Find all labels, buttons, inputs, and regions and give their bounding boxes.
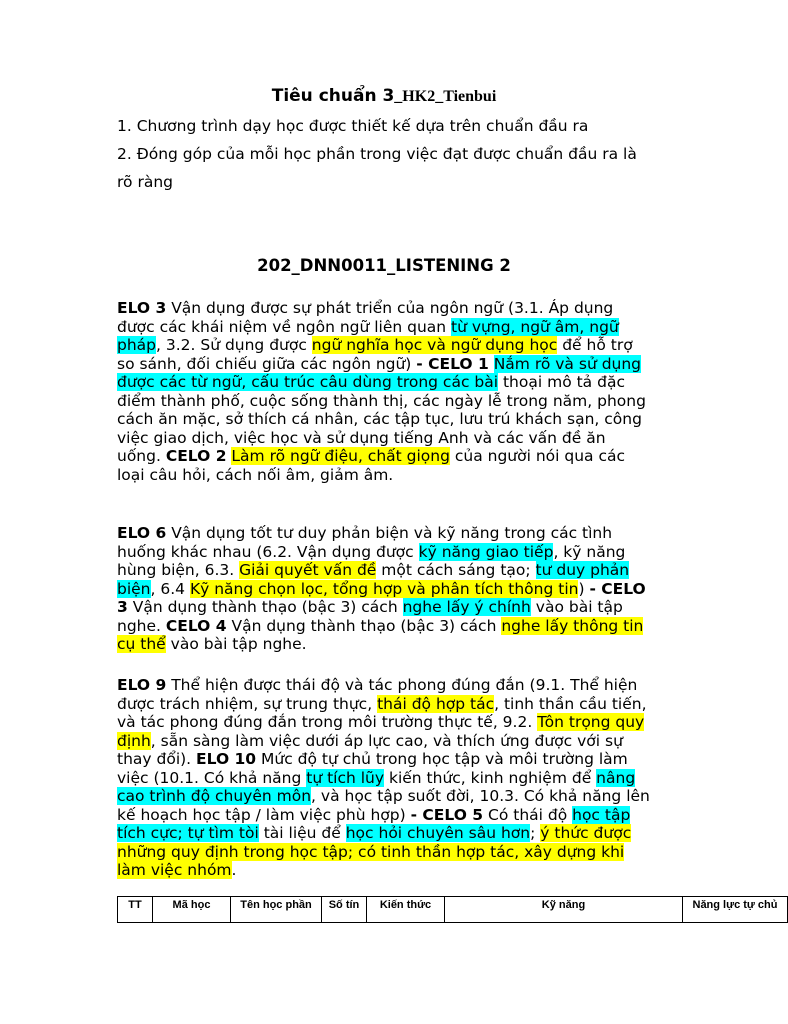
highlight-yellow: Tôn trọng quy định xyxy=(117,713,645,750)
text-run: để hỗ trợ so sánh, đối chiếu giữa các ngôn ngữ) xyxy=(117,336,633,373)
text-run: Vận dụng thành thạo (bậc 3) cách xyxy=(127,598,403,616)
header-tt: TT xyxy=(118,897,153,923)
title-main: Tiêu chuẩn 3 xyxy=(271,86,395,106)
title-suffix: _HK2_Tienbui xyxy=(394,88,497,105)
text-run: , và học tập suốt đời, 10.3. Có khả năng lên kế hoạch học tập / làm việc phù hợp) xyxy=(117,787,650,824)
text-run: vào bài tập nghe. xyxy=(117,598,623,635)
course-table xyxy=(117,896,788,923)
text-run: một cách sáng tạo; xyxy=(376,561,536,579)
elo-label: - CELO 3 xyxy=(117,579,646,616)
highlight-cyan: kỹ năng giao tiếp xyxy=(418,542,554,561)
elo-label: ELO 6 xyxy=(117,524,167,542)
highlight-cyan: Nắm rõ và sử dụng được các từ ngữ, cấu trúc câu dùng trong các bài xyxy=(117,354,642,391)
highlight-cyan: tự tích lũy xyxy=(306,768,385,787)
highlight-cyan: nghe lấy ý chính xyxy=(402,598,531,616)
text-run: , 6.4 xyxy=(150,579,190,598)
header-nang-luc-tu-chu: Năng lực tự chủ xyxy=(683,897,788,923)
elo-label: CELO 2 xyxy=(165,447,227,465)
text-run: . xyxy=(231,861,237,879)
text-run: Vận dụng tốt tư duy phản biện và kỹ năng trong các tình huống khác nhau (6.2. Vận dụng được xyxy=(117,524,613,561)
criterion-1: 1. Chương trình dạy học được thiết kế dựa trên chuẩn đầu ra xyxy=(117,117,589,135)
criterion-2: 2. Đóng góp của mỗi học phần trong việc đạt được chuẩn đầu ra là rõ ràng xyxy=(117,145,637,191)
text-run: vào bài tập nghe. xyxy=(165,635,307,653)
header-so-tin: Số tín xyxy=(322,897,367,923)
elo-label: ELO 10 xyxy=(196,750,257,768)
highlight-cyan: học tập tích cực; tự tìm tòi xyxy=(117,805,631,842)
text-run: Thể hiện được thái độ và tác phong đúng đắn (9.1. Thể hiện được trách nhiệm, sự trung thực, xyxy=(117,676,638,713)
table-header-row xyxy=(118,897,788,923)
text-run: ; xyxy=(530,824,541,842)
text-run: Mức độ tự chủ trong học tập và môi trường làm việc (10.1. Có khả năng xyxy=(117,750,628,787)
text-run: ) xyxy=(578,579,590,598)
highlight-yellow: ngữ nghĩa học và ngữ dụng học xyxy=(311,336,558,354)
text-run: Có thái độ xyxy=(483,805,573,824)
text-run: , 3.2. Sử dụng được xyxy=(156,336,312,354)
elo-paragraph-2 xyxy=(117,524,654,654)
elo-label: ELO 9 xyxy=(117,676,167,694)
elo-paragraph-3 xyxy=(117,676,654,880)
highlight-cyan: nâng cao trình độ chuyên môn xyxy=(117,768,636,805)
header-ten-hoc-phan: Tên học phần xyxy=(231,897,322,923)
text-run: tài liệu để xyxy=(258,824,346,842)
text-run: Vận dụng được sự phát triển của ngôn ngữ (3.1. Áp dụng được các khái niệm về ngôn ngữ liên quan xyxy=(117,299,614,336)
highlight-cyan: tư duy phản biện xyxy=(117,561,630,598)
text-run: thoại mô tả đặc điểm thành phố, cuộc sống thành thị, các ngày lễ trong năm, phong cách ăn mặc, sở thích cá nhân, các tập tục, lưu trú khách sạn, công việc giao dịch, việc học và sử dụng tiếng Anh và các vấn đề ăn uống. xyxy=(117,373,646,465)
text-run: Vận dụng thành thạo (bậc 3) cách xyxy=(226,616,502,635)
text-run: kiến thức, kinh nghiệm để xyxy=(384,768,597,787)
document-title xyxy=(0,86,768,106)
header-ky-nang: Kỹ năng xyxy=(445,897,683,923)
header-kien-thuc: Kiến thức xyxy=(367,897,445,923)
course-code-heading: 202_DNN0011_LISTENING 2 xyxy=(257,256,511,275)
highlight-yellow: thái độ hợp tác xyxy=(377,694,495,713)
highlight-yellow: ý thức được những quy định trong học tập; có tinh thần hợp tác, xây dựng khi làm việc nhóm xyxy=(117,824,632,879)
text-run xyxy=(489,355,494,373)
elo-label: - CELO 5 xyxy=(410,805,484,824)
elo-label: CELO 4 xyxy=(165,616,227,635)
text-run: , tinh thần cầu tiến, và tác phong đúng đắn trong môi trường thực tế, 9.2. xyxy=(117,694,647,731)
elo-label: ELO 3 xyxy=(117,299,167,317)
highlight-yellow: Giải quyết vấn đề xyxy=(239,561,377,579)
header-ma-hoc: Mã học xyxy=(153,897,231,923)
highlight-yellow: Làm rõ ngữ điệu, chất giọng xyxy=(231,447,450,465)
highlight-yellow: Kỹ năng chọn lọc, tổng hợp và phân tích thông tin xyxy=(189,579,579,598)
highlight-cyan: từ vựng, ngữ âm, ngữ pháp xyxy=(117,317,619,354)
elo-label: - CELO 1 xyxy=(416,354,489,373)
text-run: của người nói qua các loại câu hỏi, cách nối âm, giảm âm. xyxy=(117,447,626,484)
highlight-yellow: nghe lấy thông tin cụ thể xyxy=(117,616,644,653)
elo-paragraph-1 xyxy=(117,299,654,484)
text-run: , sẵn sàng làm việc dưới áp lực cao, và thích ứng được với sự thay đổi). xyxy=(117,731,623,768)
highlight-cyan: học hỏi chuyên sâu hơn xyxy=(345,824,531,842)
text-run: , kỹ năng hùng biện, 6.3. xyxy=(117,542,626,579)
